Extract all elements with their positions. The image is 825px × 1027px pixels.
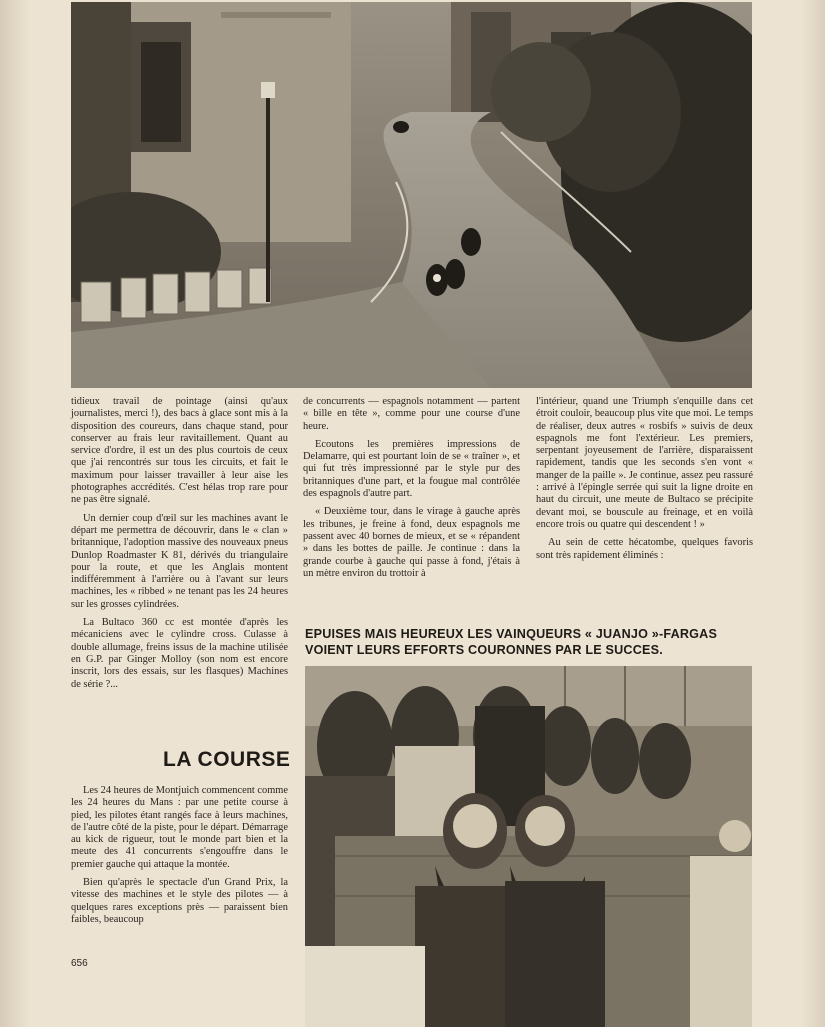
col1-paragraph-1: tidieux travail de pointage (ainsi qu'aux journalistes, merci !), des bacs à glace sont mis à la disposition des coureurs, dans chaque stand, pour conserver au frais leur ravitaillement. Quant au service d'ordre, il est un des plus courtois de ceux que j'ai rencontrés sur tous les circuits, et fait le maximum pour laisser travailler à leur aise les photographes accrédités. C'est hélas trop rare pour ne pas être signalé. <box>71 396 288 506</box>
winners-photo <box>305 666 752 1027</box>
text-column-1 <box>71 396 288 697</box>
col3-paragraph-2: Au sein de cette hécatombe, quelques favoris sont très rapidement éliminés : <box>536 537 753 561</box>
winners-illustration <box>305 666 752 1027</box>
section-heading: LA COURSE <box>163 748 291 771</box>
text-column-3 <box>536 396 753 568</box>
col1-paragraph-3: La Bultaco 360 cc est montée d'après les mécaniciens avec le cylindre cross. Culasse à double allumage, freins issus de la machine utilisée en G.P. par Ginger Molloy (son nom est encore inscrit, lors des essais, sur les flasques) Machines de série ?... <box>71 617 288 690</box>
text-column-1-continued <box>71 785 288 932</box>
race-circuit-photo <box>71 2 752 388</box>
col3-paragraph-1: l'intérieur, quand une Triumph s'enquille dans cet étroit couloir, beaucoup plus vite que moi. Le temps de réaliser, deux autres « rosbifs » suivis de deux espagnols me font l'extérieur. Les premiers, serpentant joyeusement de l'arrière, disparaissent rapidement, tandis que les seconds s'en vont « manger de la paille ». Je continue, assez peu rassuré : arrivé à l'épingle serrée qui suit la ligne droite en haut du circuit, une meute de Bultaco se précipite devant moi, se bouscule au freinage, et en voilà encore trois ou quatre qui descendent ! » <box>536 396 753 530</box>
col2-paragraph-2: Ecoutons les premières impressions de Delamarre, qui est pourtant loin de se « traîner », et qui fut très impressionné par le style pur des britanniques d'une part, et la fougue mal contrôlée des espagnols d'autre part. <box>303 438 520 500</box>
page-number: 656 <box>71 958 88 969</box>
col2-paragraph-1: de concurrents — espagnols notamment — partent « bille en tête », comme pour une course d'une heure. <box>303 396 520 432</box>
photo-caption: EPUISES MAIS HEUREUX LES VAINQUEURS « JUANJO »-FARGAS VOIENT LEURS EFFORTS COURONNES PAR LE SUCCES. <box>305 627 718 657</box>
col1-paragraph-5: Bien qu'après le spectacle d'un Grand Prix, la vitesse des machines et le style des pilotes — à quelques rares exceptions près — paraissent bien faibles, beaucoup <box>71 877 288 925</box>
text-column-2 <box>303 396 520 586</box>
col2-paragraph-3: « Deuxième tour, dans le virage à gauche après les tribunes, je freine à fond, deux espagnols me passent avec 40 bornes de mieux, et se « répandent » dans les bottes de paille. Je continue : dans la grande courbe à gauche qui passe à fond, j'étais à un mètre environ du trottoir à <box>303 506 520 579</box>
col1-paragraph-2: Un dernier coup d'œil sur les machines avant le départ me permettra de découvrir, dans le « clan » britannique, l'adoption massive des nouveaux pneus Dunlop Roadmaster K 81, dérivés du triangulaire pour la route, et que les Anglais montent indifféremment à l'arrière ou à l'avant sur leurs machines, les « ribbed » ne tenant pas les 24 heures sur les grosses cylindrées. <box>71 512 288 610</box>
race-circuit-illustration <box>71 2 752 388</box>
col1-paragraph-4: Les 24 heures de Montjuich commencent comme les 24 heures du Mans : par une petite course à pied, les pilotes étant rangés face à leurs machines, de l'autre côté de la piste, pour le départ. Démarrage au kick de rigueur, tout le monde part bien et la meute des 41 concurrents s'engouffre dans le premier gauche qui attaque la montée. <box>71 785 288 870</box>
